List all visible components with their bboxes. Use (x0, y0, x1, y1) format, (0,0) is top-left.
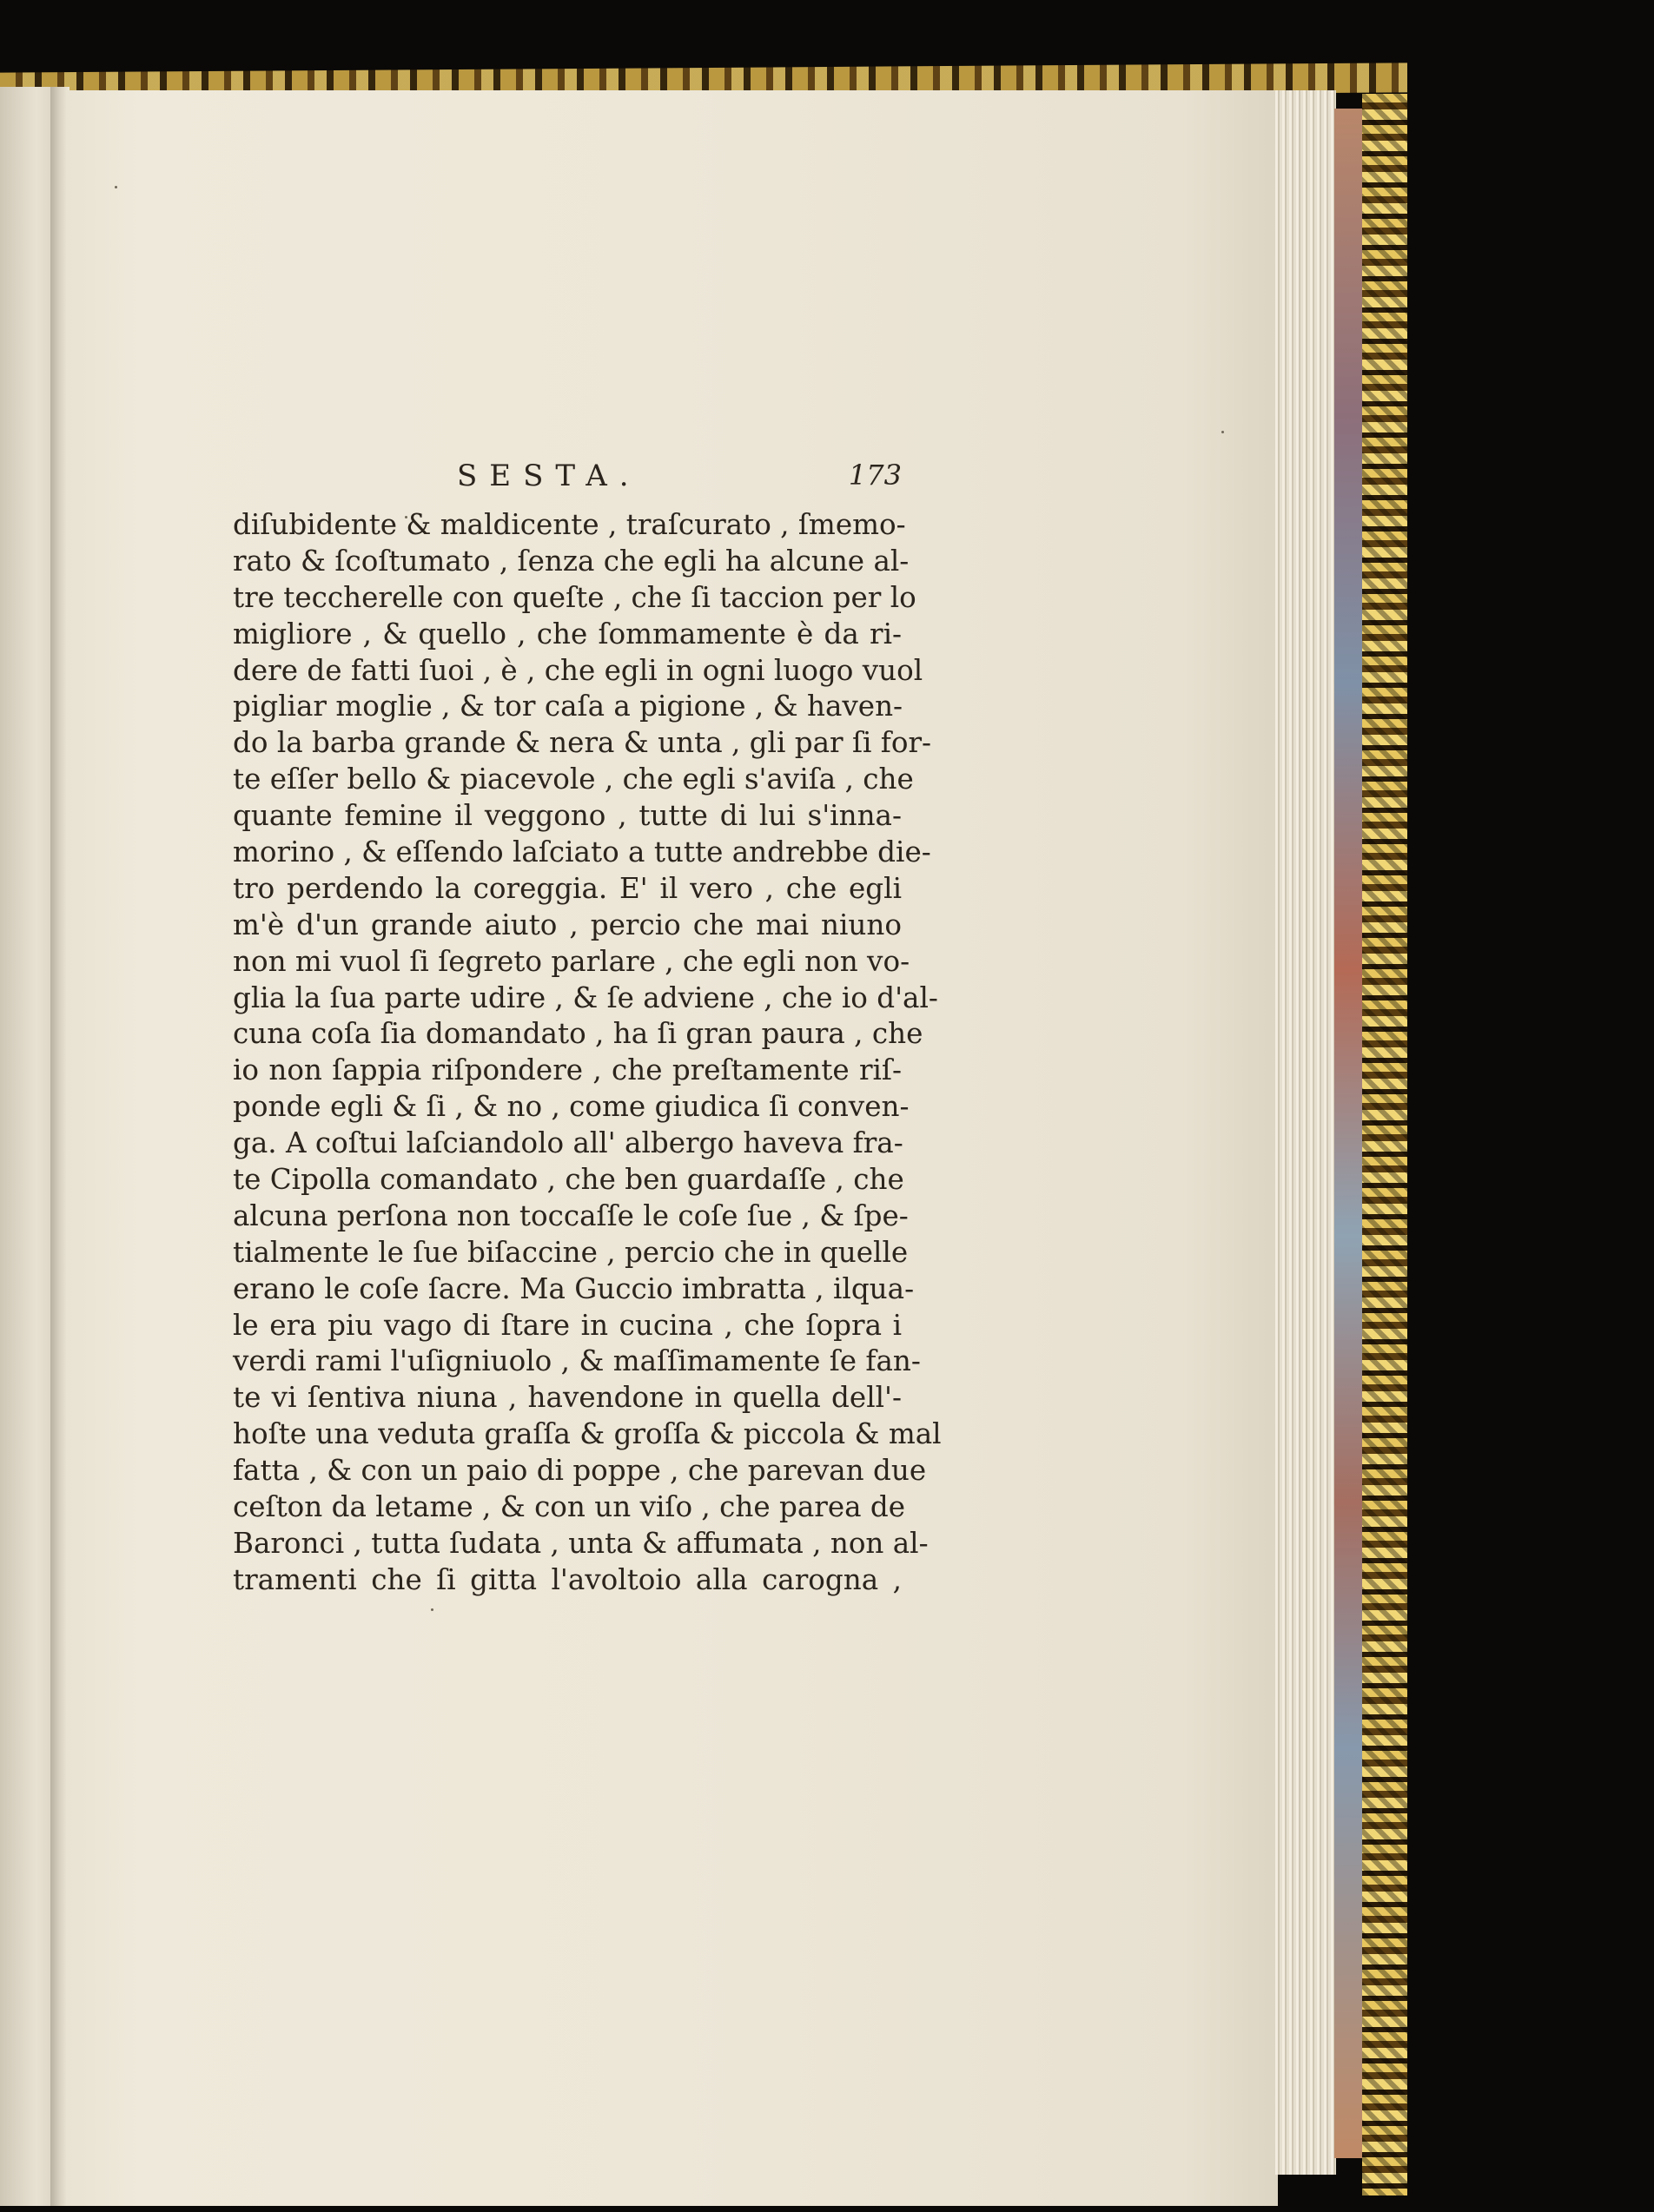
body-text (233, 507, 942, 1599)
text-line: diſubidente & maldicente , traſcurato , ſmemo- (233, 508, 906, 541)
text-line: ceſton da letame , & con un viſo , che parea de (233, 1490, 906, 1524)
text-line: te eſſer bello & piacevole , che egli s'aviſa , che (233, 763, 914, 796)
running-head: SESTA. (457, 459, 641, 493)
text-line: rato & ſcoſtumato , ſenza che egli ha alcune al- (233, 544, 910, 578)
text-line: fatta , & con un paio di poppe , che parevan due (233, 1454, 927, 1488)
right-gilt-edge (1362, 94, 1407, 2195)
text-line: do la barba grande & nera & unta , gli par ſi for- (233, 726, 932, 760)
text-line: ponde egli & ſi , & no , come giudica ſi conven- (233, 1090, 910, 1124)
text-line: dere de fatti ſuoi , è , che egli in ogni luogo vuol (233, 653, 923, 687)
text-line: ga. A coſtui laſciandolo all' albergo haveva fra- (233, 1126, 903, 1160)
text-line: te Cipolla comandato , che ben guardaſſe , che (233, 1163, 904, 1197)
text-line: tro perdendo la coreggia. E' il vero , che egli (233, 871, 902, 905)
text-line: Baronci , tutta ſudata , unta & affumata , non al- (233, 1526, 929, 1560)
paper-speck (431, 1608, 433, 1611)
paper-speck (115, 186, 117, 188)
page-header (233, 459, 902, 507)
text-line: te vi ſentiva niuna , havendone in quella dell'- (233, 1381, 902, 1415)
text-line: hoſte una veduta graſſa & groſſa & piccola & mal (233, 1417, 942, 1451)
text-line: tramenti che ſi gitta l'avoltoio alla carogna , (233, 1562, 902, 1596)
text-line: verdi rami l'uſigniuolo , & maſſimamente ſe fan- (233, 1344, 921, 1378)
text-line: tialmente le ſue biſaccine , percio che in quelle (233, 1235, 909, 1269)
text-line: pigliar moglie , & tor caſa a pigione , & haven- (233, 690, 903, 723)
text-line: alcuna perſona non toccaſſe le coſe ſue , & ſpe- (233, 1198, 909, 1232)
page-fore-edge (1275, 90, 1336, 2175)
text-block (233, 459, 942, 1599)
text-line: quante femine il veggono , tutte di lui s'inna- (233, 799, 902, 833)
text-line: erano le coſe ſacre. Ma Guccio imbratta , ilqua- (233, 1271, 915, 1305)
text-line: tre teccherelle con queſte , che ſi taccion per lo (233, 580, 916, 614)
text-line: cuna coſa ſia domandato , ha ſi gran paura , che (233, 1017, 923, 1051)
page-number: 173 (848, 459, 902, 492)
text-line: glia la ſua parte udire , & ſe adviene , che io d'al- (233, 981, 938, 1014)
text-line: morino , & eſſendo laſciato a tutte andrebbe die- (233, 835, 931, 869)
text-line: non mi vuol ſi ſegreto parlare , che egli non vo- (233, 944, 910, 978)
text-line: le era piu vago di ſtare in cucina , che ſopra i (233, 1308, 902, 1342)
marbled-edge (1334, 109, 1364, 2158)
text-line: io non ſappia riſpondere , che preſtamente riſ- (233, 1053, 902, 1087)
text-line: migliore , & quello , che ſommamente è da ri- (233, 617, 902, 650)
text-line: m'è d'un grande aiuto , percio che mai niuno (233, 908, 902, 941)
paper-speck (1221, 431, 1224, 433)
